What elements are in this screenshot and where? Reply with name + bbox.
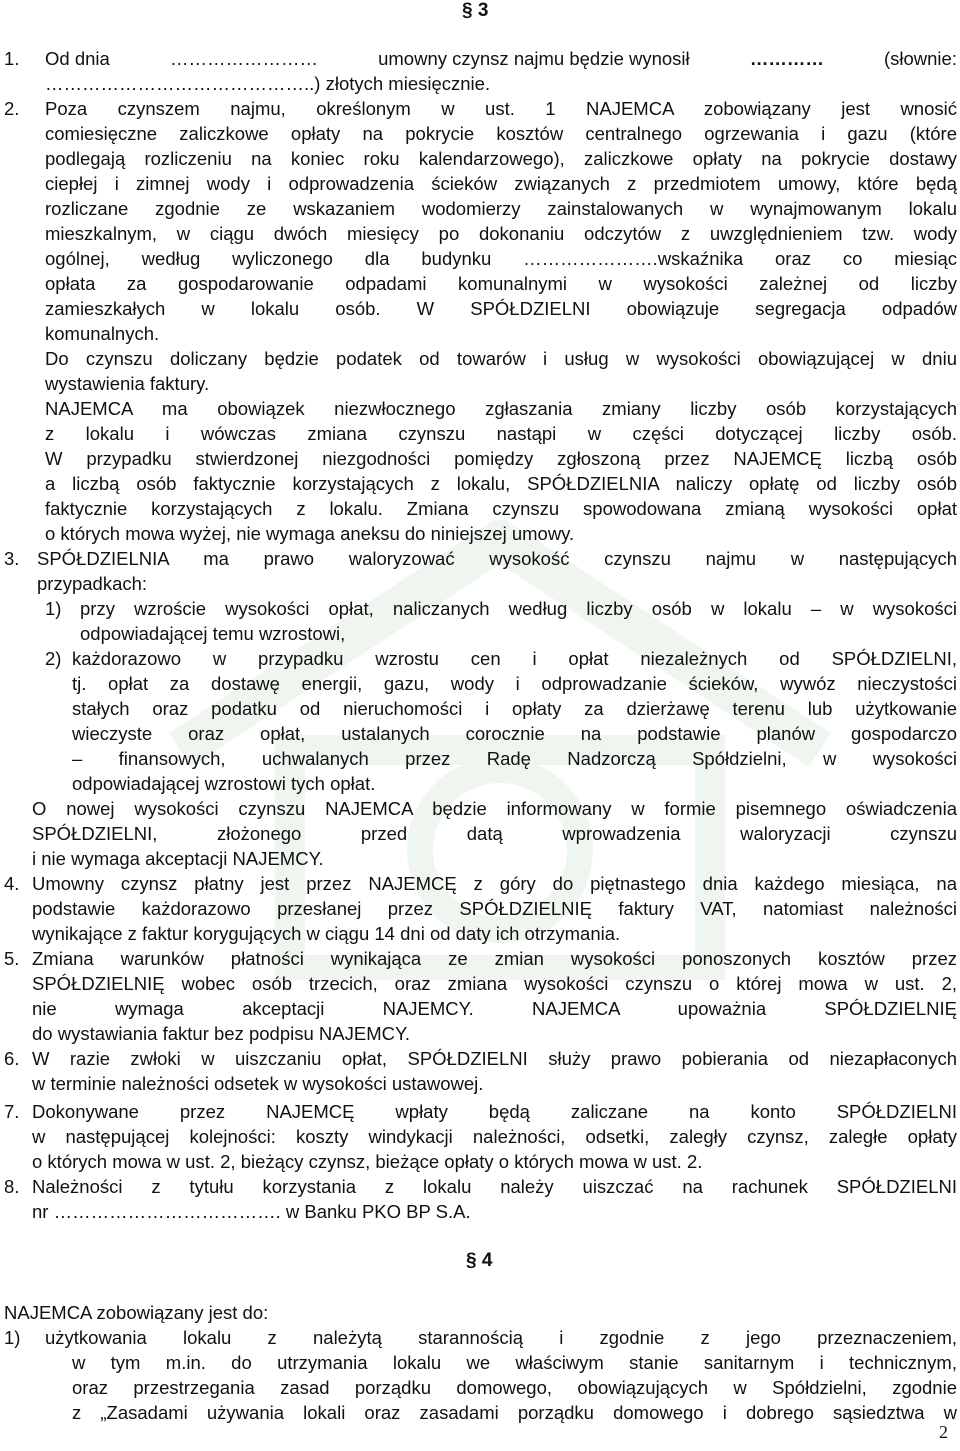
p2-line-7: ogólnej, według wyliczonego dla budynku ………………….wskaźnika oraz co miesiąc	[45, 248, 957, 269]
p2-line-12: wystawienia faktury.	[45, 373, 210, 394]
p2-line-8: opłata za gospodarowanie odpadami komunalnymi w wysokości zależnej od liczby	[45, 273, 957, 294]
p6-line-1: W razie zwłoki w uiszczaniu opłat, SPÓŁDZIELNI służy prawo pobierania od niezapłaconych	[32, 1048, 957, 1069]
p2-line-6: mieszkalnym, w ciągu dwóch miesięcy po dokonaniu odczytów z uwzględnieniem tzw. wody	[45, 223, 957, 244]
p3-sub1-line-2: odpowiadającej temu wzrostowi,	[80, 623, 346, 644]
p2-line-16: a liczbą osób faktycznie korzystających z lokalu, SPÓŁDZIELNIA naliczy opłatę od liczby osób	[45, 473, 957, 494]
p8-line-2: nr ………………………………. w Banku PKO BP S.A.	[32, 1201, 471, 1222]
p5-line-3: nie wymaga akceptacji NAJEMCY. NAJEMCA upoważnia SPÓŁDZIELNIĘ	[32, 998, 957, 1019]
section-4-heading: § 4	[466, 1250, 493, 1271]
p3-sub1-line-1: przy wzroście wysokości opłat, naliczanych według liczby osób w lokalu – w wysokości	[80, 598, 957, 619]
s4-item1-line-2: w tym m.in. do utrzymania lokalu we właściwym stanie sanitarnym i technicznym,	[72, 1352, 957, 1373]
p3-line-4: SPÓŁDZIELNI, złożonego przed datą wprowadzenia waloryzacji czynszu	[32, 823, 957, 844]
p3-line-2: przypadkach:	[37, 573, 148, 594]
p3-sub2-number: 2)	[45, 648, 62, 669]
s4-item1-line-3: oraz przestrzegania zasad porządku domowego, obowiązujących w Spółdzielni, zgodnie	[72, 1377, 957, 1398]
p2-line-1: Poza czynszem najmu, określonym w ust. 1 NAJEMCA zobowiązany jest wnosić	[45, 98, 957, 119]
p2-line-15: W przypadku stwierdzonej niezgodności pomiędzy zgłoszoną przez NAJEMCĘ liczbą osób	[45, 448, 957, 469]
p7-line-1: Dokonywane przez NAJEMCĘ wpłaty będą zaliczane na konto SPÓŁDZIELNI	[32, 1101, 957, 1122]
p5-line-4: do wystawiania faktur bez podpisu NAJEMCY.	[32, 1023, 411, 1044]
s4-item1-line-1: użytkowania lokalu z należytą starannością i zgodnie z jego przeznaczeniem,	[45, 1327, 957, 1348]
p1-line-2: ……………………………………..) złotych miesięcznie.	[45, 73, 491, 94]
p2-number: 2.	[4, 98, 20, 119]
p5-line-1: Zmiana warunków płatności wynikająca ze zmian wysokości ponoszonych kosztów przez	[32, 948, 957, 969]
p1-line-1: Od dnia …………………… umowny czynsz najmu będzie wynosił ………… (słownie:	[45, 48, 957, 69]
p7-line-3: o których mowa w ust. 2, bieżący czynsz, bieżące opłaty o których mowa w ust. 2.	[32, 1151, 703, 1172]
p5-number: 5.	[4, 948, 20, 969]
p3-sub2-line-1: każdorazowo w przypadku wzrostu cen i opłat niezależnych od SPÓŁDZIELNI,	[72, 648, 957, 669]
p2-line-13: NAJEMCA ma obowiązek niezwłocznego zgłaszania zmiany liczby osób korzystających	[45, 398, 957, 419]
s4-intro: NAJEMCA zobowiązany jest do:	[4, 1302, 269, 1323]
p2-line-18: o których mowa wyżej, nie wymaga aneksu do niniejszej umowy.	[45, 523, 575, 544]
p3-sub2-line-2: tj. opłat za dostawę energii, gazu, wody i odprowadzanie ścieków, wywóz nieczystości	[72, 673, 957, 694]
p4-line-1: Umowny czynsz płatny jest przez NAJEMCĘ z góry do piętnastego dnia każdego miesiąca, na	[32, 873, 957, 894]
p7-number: 7.	[4, 1101, 20, 1122]
p3-sub2-line-5: – finansowych, uchwalanych przez Radę Nadzorczą Spółdzielni, w wysokości	[72, 748, 957, 769]
p3-line-3: O nowej wysokości czynszu NAJEMCA będzie informowany w formie pisemnego oświadczenia	[32, 798, 957, 819]
p1-number: 1.	[4, 48, 20, 69]
p2-line-5: rozliczane zgodnie ze wskazaniem wodomierzy zainstalowanych w wynajmowanym lokalu	[45, 198, 957, 219]
p6-line-2: w terminie należności odsetek w wysokości ustawowej.	[32, 1073, 484, 1094]
p2-line-2: comiesięczne zaliczkowe opłaty na pokrycie kosztów centralnego ogrzewania i gazu (które	[45, 123, 957, 144]
page-number: 2	[939, 1422, 948, 1442]
p4-line-2: podstawie każdorazowo przesłanej przez SPÓŁDZIELNIĘ faktury VAT, natomiast należności	[32, 898, 957, 919]
p3-line-5: i nie wymaga akceptacji NAJEMCY.	[32, 848, 324, 869]
p2-line-17: faktycznie korzystających z lokalu. Zmiana czynszu spowodowana zmianą wysokości opłat	[45, 498, 957, 519]
p4-line-3: wynikające z faktur korygujących w ciągu 14 dni od daty ich otrzymania.	[32, 923, 621, 944]
p6-number: 6.	[4, 1048, 20, 1069]
p2-line-9: zamieszkałych w lokalu osób. W SPÓŁDZIELNI obowiązuje segregacja odpadów	[45, 298, 957, 319]
p3-number: 3.	[4, 548, 20, 569]
p2-line-14: z lokalu i wówczas zmiana czynszu nastąpi w części dotyczącej liczby osób.	[45, 423, 957, 444]
p3-sub2-line-6: odpowiadającej wzrostowi tych opłat.	[72, 773, 376, 794]
s4-item1-line-4: z „Zasadami używania lokali oraz zasadami porządku domowego i dobrego sąsiedztwa w	[72, 1402, 957, 1423]
s4-item1-number: 1)	[4, 1327, 21, 1348]
p2-line-10: komunalnych.	[45, 323, 160, 344]
p8-line-1: Należności z tytułu korzystania z lokalu należy uiszczać na rachunek SPÓŁDZIELNI	[32, 1176, 957, 1197]
p2-line-3: podlegają rozliczeniu na koniec roku kalendarzowego), zaliczkowe opłaty na pokrycie dostawy	[45, 148, 957, 169]
p4-number: 4.	[4, 873, 20, 894]
p5-line-2: SPÓŁDZIELNIĘ wobec osób trzecich, oraz zmiana wysokości czynszu o której mowa w ust. 2,	[32, 973, 957, 994]
p8-number: 8.	[4, 1176, 20, 1197]
p7-line-2: w następującej kolejności: koszty windykacji należności, odsetki, zaległy czynsz, zaległe opłaty	[32, 1126, 957, 1147]
p3-sub1-number: 1)	[45, 598, 62, 619]
p3-sub2-line-4: wieczyste oraz opłat, ustalanych corocznie na podstawie planów gospodarczo	[72, 723, 957, 744]
p3-line-1: SPÓŁDZIELNIA ma prawo waloryzować wysokość czynszu najmu w następujących	[37, 548, 957, 569]
section-3-heading: § 3	[462, 0, 489, 21]
p3-sub2-line-3: stałych oraz podatku od nieruchomości i opłaty za dzierżawę terenu lub użytkowanie	[72, 698, 957, 719]
p2-line-4: ciepłej i zimnej wody i odprowadzenia ścieków związanych z przedmiotem umowy, które będą	[45, 173, 957, 194]
p2-line-11: Do czynszu doliczany będzie podatek od towarów i usług w wysokości obowiązującej w dniu	[45, 348, 957, 369]
